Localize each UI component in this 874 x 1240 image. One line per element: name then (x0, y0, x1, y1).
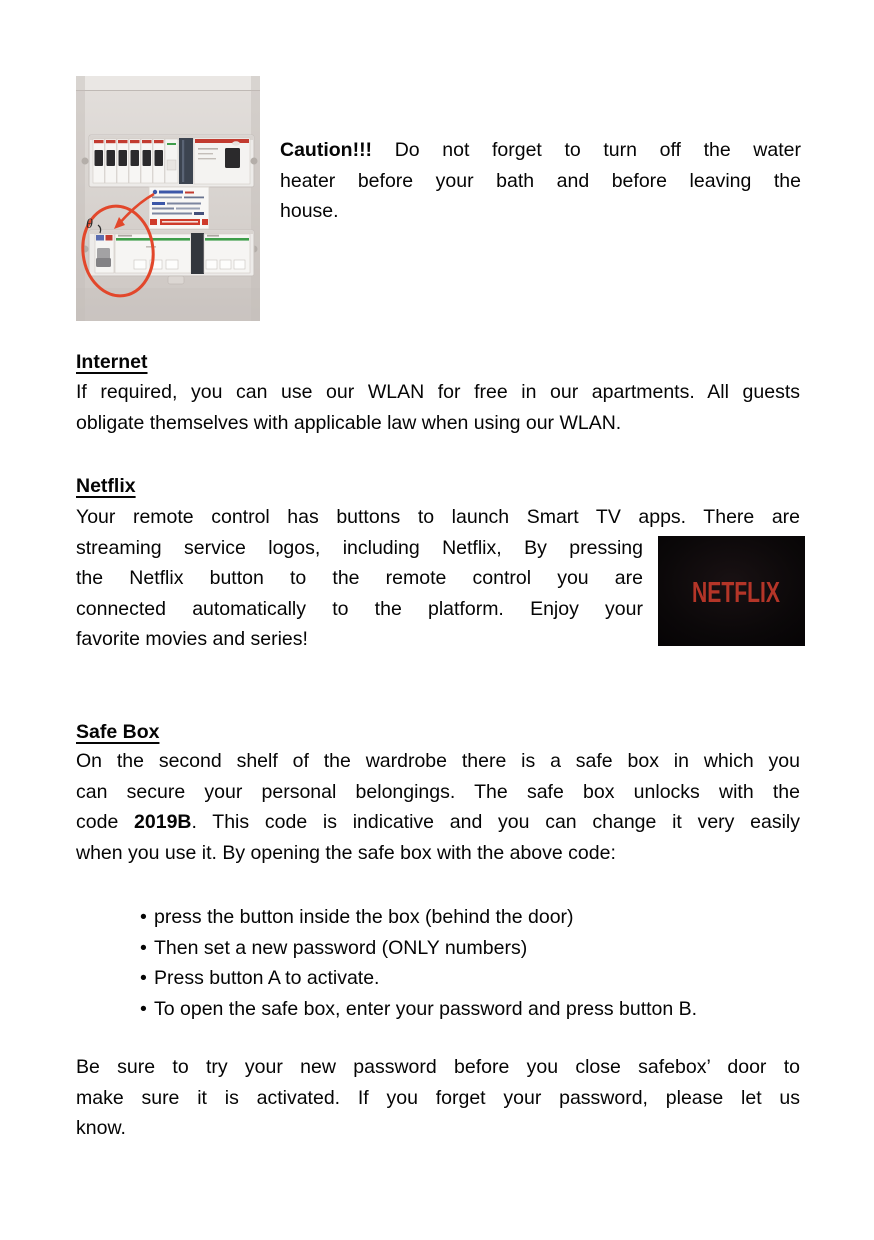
body-line: Be sure to try your new password before you close safebox’ door to (76, 1056, 800, 1078)
body-line: when you use it. By opening the safe box with the above code: (76, 841, 616, 864)
body-line: can secure your personal belongings. The safe box unlocks with the (76, 780, 800, 803)
list-item: • Press button A to activate. (76, 963, 800, 994)
panel-label-sticker (149, 187, 209, 229)
body-line: If required, you can use our WLAN for free in our apartments. All guests (76, 381, 800, 403)
netflix-heading: Netflix (76, 475, 136, 497)
caution-line: house. (280, 200, 339, 222)
breaker-row-bottom (89, 230, 254, 284)
breaker-row-top (93, 138, 250, 184)
list-item: • To open the safe box, enter your password and press button B. (76, 994, 800, 1025)
safebox-heading: Safe Box (76, 721, 160, 743)
list-item: • Then set a new password (ONLY numbers) (76, 933, 800, 964)
body-line: On the second shelf of the wardrobe there is a safe box in which you (76, 750, 800, 772)
body-line: make sure it is activated. If you forget your password, please let us (76, 1086, 800, 1109)
caution-line: heater before your bath and before leaving the (280, 169, 801, 192)
body-line: code 2019B. This code is indicative and you can change it very easily (76, 811, 801, 833)
internet-paragraph (76, 377, 800, 438)
body-line: obligate themselves with applicable law when using our WLAN. (76, 411, 622, 434)
fusebox-photo-image (76, 76, 260, 321)
theta-mark: θ (86, 217, 93, 232)
caution-label: Caution!!! (280, 139, 373, 161)
body-line: connected automatically to the platform. Enjoy your (76, 597, 643, 620)
caution-line: Caution!!! Do not forget to turn off the water (280, 139, 801, 161)
closing-paragraph (76, 1052, 800, 1144)
body-line: favorite movies and series! (76, 628, 308, 650)
body-line: Your remote control has buttons to launch Smart TV apps. There are (76, 506, 800, 528)
netflix-logo-text: NETFLIX (692, 577, 781, 609)
netflix-paragraph (76, 502, 800, 655)
body-line: streaming service logos, including Netflix, By pressing (76, 536, 643, 559)
netflix-logo-image (658, 536, 805, 646)
fusebox-photo (76, 76, 260, 321)
safe-code: 2019B (134, 811, 192, 833)
body-line: the Netflix button to the remote control you are (76, 567, 643, 589)
safebox-paragraph (76, 746, 800, 868)
internet-heading: Internet (76, 351, 148, 373)
list-item: • press the button inside the box (behind the door) (76, 902, 800, 933)
caution-paragraph (280, 135, 801, 227)
body-line: know. (76, 1117, 126, 1139)
safebox-instruction-list (76, 902, 800, 1024)
